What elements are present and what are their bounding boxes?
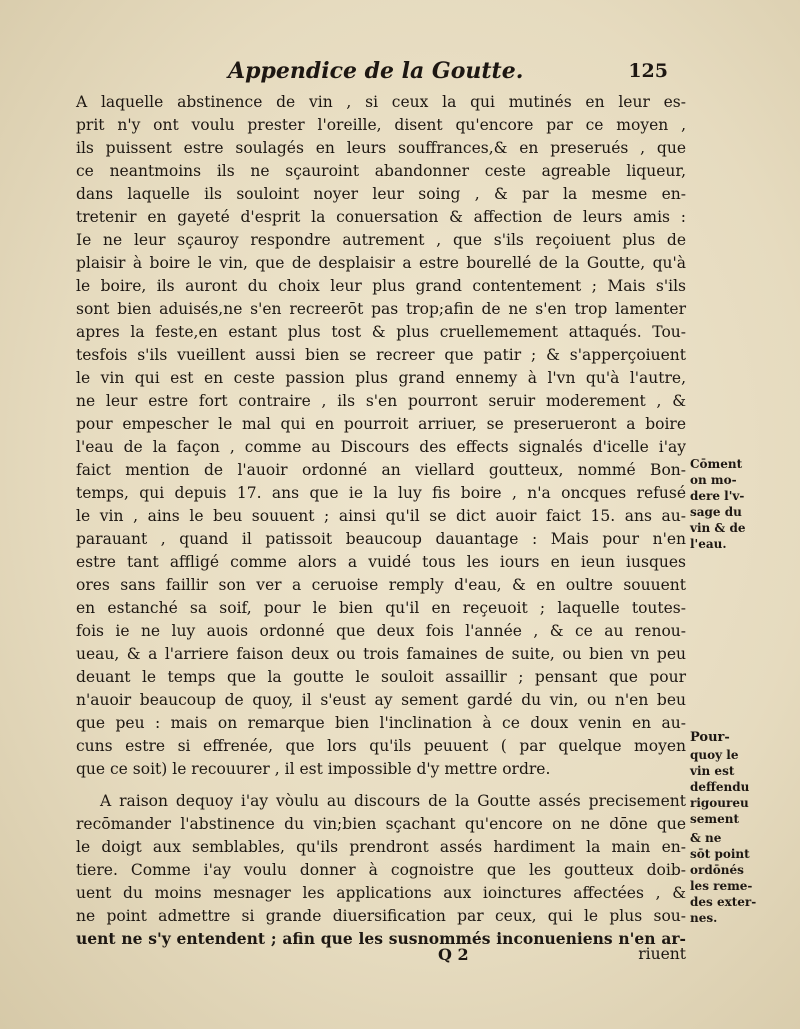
text-line: ne leur estre fort contraire , ils s'en pourront seruir moderement , & bbox=[76, 392, 686, 410]
text-line: uent du moins mesnager les applications aux ioinctures affectées , & bbox=[76, 884, 686, 902]
running-title: Appendice de la Goutte. bbox=[228, 58, 524, 84]
text-line: faict mention de l'auoir ordonné an viellard goutteux, nommé Bon- bbox=[76, 461, 686, 479]
text-line: ils puissent estre soulagés en leurs souffrances,& en preserués , que bbox=[76, 139, 686, 157]
text-line: temps, qui depuis 17. ans que ie la luy fis boire , n'a oncques refusé bbox=[76, 484, 686, 502]
text-line: estre tant affligé comme alors a vuidé tous les iours en ieun iusques bbox=[76, 553, 686, 571]
text-line: ores sans faillir son ver a ceruoise remply d'eau, & en oultre souuent bbox=[76, 576, 686, 594]
margin-note-line: des exter- bbox=[690, 895, 757, 909]
text-line: A raison dequoy i'ay vòulu au discours de la Goutte assés precisement bbox=[100, 792, 686, 810]
margin-note-line: quoy le bbox=[690, 748, 739, 762]
text-line: cuns estre si effrenée, que lors qu'ils peuuent ( par quelque moyen bbox=[76, 737, 686, 755]
text-line: tesfois s'ils vueillent aussi bien se recreer que patir ; & s'apperçoiuent bbox=[76, 346, 686, 364]
text-line: que peu : mais on remarque bien l'inclination à ce doux venin en au- bbox=[76, 714, 686, 732]
margin-note-line: deffendu bbox=[690, 780, 750, 794]
text-line: A laquelle abstinence de vin , si ceux la qui mutinés en leur es- bbox=[76, 93, 686, 111]
text-line: recōmander l'abstinence du vin;bien sçachant qu'encore on ne dōne que bbox=[76, 815, 686, 833]
text-line: le doigt aux semblables, qu'ils prendront assés hardiment la main en- bbox=[76, 838, 686, 856]
margin-note-line: sage du bbox=[690, 505, 742, 519]
text-line: uent ne s'y entendent ; afin que les susnommés inconueniens n'en ar- bbox=[76, 929, 686, 948]
text-line: prit n'y ont voulu prester l'oreille, disent qu'encore par ce moyen , bbox=[76, 116, 686, 134]
text-line: l'eau de la façon , comme au Discours des effects signalés d'icelle i'ay bbox=[76, 438, 686, 456]
text-line: fois ie ne luy auois ordonné que deux fois l'année , & ce au renou- bbox=[76, 622, 686, 640]
text-line: apres la feste,en estant plus tost & plus cruellemement attaqués. Tou- bbox=[76, 323, 686, 341]
margin-note-line: & ne bbox=[690, 831, 722, 845]
text-line: Ie ne leur sçauroy respondre autrement , que s'ils reçoiuent plus de bbox=[76, 231, 686, 249]
margin-note-line: sement bbox=[690, 812, 739, 826]
margin-note-line: vin est bbox=[690, 764, 735, 778]
text-line: ueau, & a l'arriere faison deux ou trois famaines de suite, ou bien vn peu bbox=[76, 645, 686, 663]
text-line: tiere. Comme i'ay voulu donner à cognoistre que les goutteux doib- bbox=[76, 861, 686, 879]
margin-note-line: ordōnés bbox=[690, 863, 744, 877]
text-line: le vin qui est en ceste passion plus grand ennemy à l'vn qu'à l'autre, bbox=[76, 369, 686, 387]
signature-mark: Q 2 bbox=[438, 945, 469, 964]
margin-note-line: Pour- bbox=[690, 730, 730, 745]
text-line: en estanché sa soif, pour le bien qu'il en reçeuoit ; laquelle toutes- bbox=[76, 599, 686, 617]
text-line: n'auoir beaucoup de quoy, il s'eust ay sement gardé du vin, ou n'en beu bbox=[76, 691, 686, 709]
margin-note-line: rigoureu bbox=[690, 796, 749, 810]
margin-note-line: nes. bbox=[690, 911, 718, 925]
text-line: pour empescher le mal qui en pourroit arriuer, se preserueront a boire bbox=[76, 415, 686, 433]
text-line: le boire, ils auront du choix leur plus grand contentement ; Mais s'ils bbox=[76, 277, 686, 295]
margin-note-line: on mo- bbox=[690, 473, 737, 487]
text-line: plaisir à boire le vin, que de desplaisir a estre bourellé de la Goutte, qu'à bbox=[76, 254, 686, 272]
text-line: ce neantmoins ils ne sçauroint abandonner ceste agreable liqueur, bbox=[76, 162, 686, 180]
text-line: ne point admettre si grande diuersification par ceux, qui le plus sou- bbox=[76, 907, 686, 925]
page-number: 125 bbox=[628, 60, 668, 82]
text-line: que ce soit) le recouurer , il est impossible d'y mettre ordre. bbox=[76, 760, 551, 778]
text-line: le vin , ains le beu souuent ; ainsi qu'il se dict auoir faict 15. ans au- bbox=[76, 507, 686, 525]
margin-note-line: l'eau. bbox=[690, 537, 727, 551]
margin-note-line: Cōment bbox=[690, 457, 743, 471]
running-header bbox=[228, 58, 668, 94]
margin-note-line: sōt point bbox=[690, 847, 750, 861]
text-line: dans laquelle ils souloint noyer leur soing , & par la mesme en- bbox=[76, 185, 686, 203]
text-line: deuant le temps que la goutte le souloit assaillir ; pensant que pour bbox=[76, 668, 686, 686]
margin-note-line: dere l'v- bbox=[690, 489, 745, 503]
text-line: sont bien aduisés,ne s'en recreerōt pas trop;afin de ne s'en trop lamenter bbox=[76, 300, 686, 318]
text-line: parauant , quand il patissoit beaucoup dauantage : Mais pour n'en bbox=[76, 530, 686, 548]
margin-note-line: vin & de bbox=[690, 521, 746, 535]
catchword: riuent bbox=[638, 945, 686, 963]
margin-note-line: les reme- bbox=[690, 879, 753, 893]
page-footer bbox=[76, 945, 686, 969]
text-line: tretenir en gayeté d'esprit la conuersation & affection de leurs amis : bbox=[76, 208, 686, 226]
